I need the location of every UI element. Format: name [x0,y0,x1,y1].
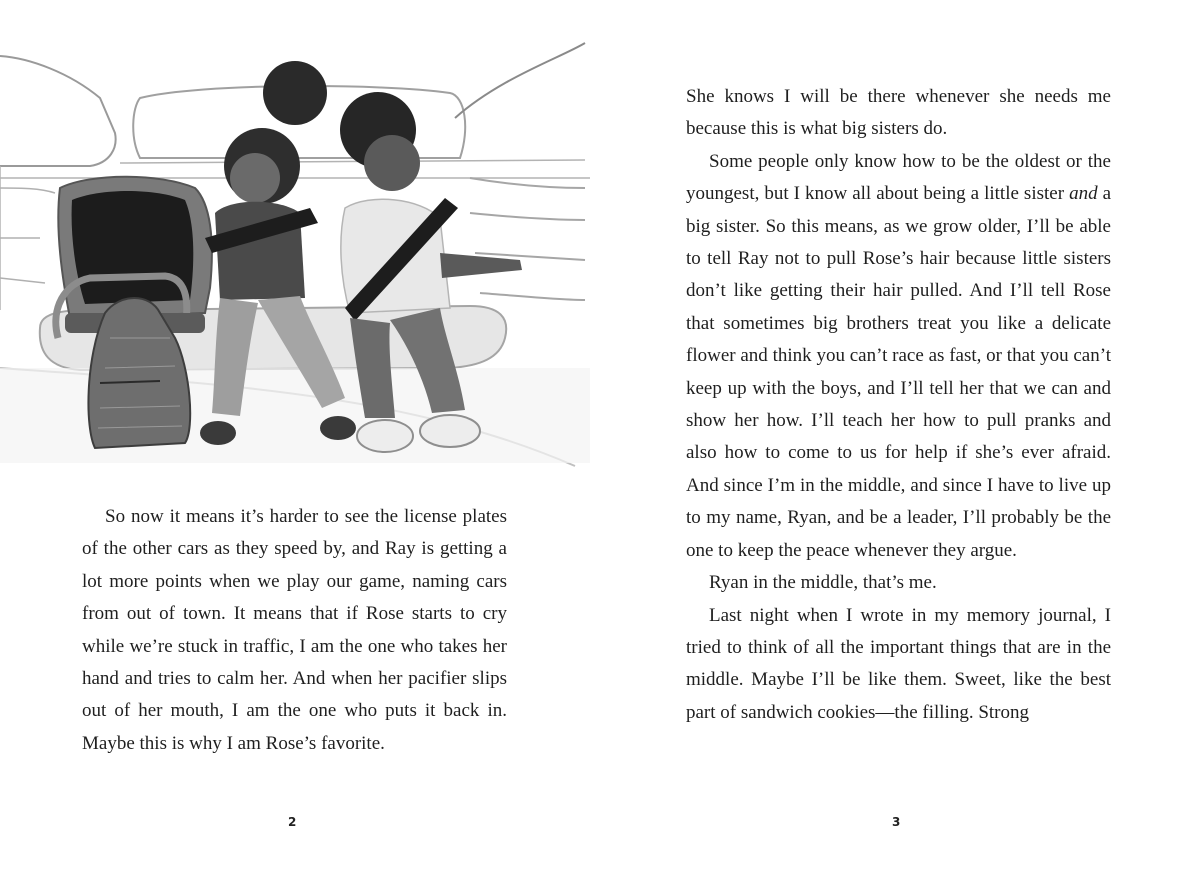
right-paragraph-1: She knows I will be there whenever she needs me because this is what big sisters do. [686,86,1111,140]
car-backseat-illustration [0,38,590,470]
right-page-text [686,81,1111,729]
page-number-right: 3 [892,815,901,829]
emphasized-word: and [1069,183,1098,205]
left-page-text [82,501,507,760]
right-paragraph-3: Ryan in the middle, that’s me. [709,572,937,594]
right-page [600,0,1200,881]
right-paragraph-4: Last night when I wrote in my memory journal, I tried to think of all the important things that are in the middle. Maybe I’ll be like them. Sweet, like the best part of sandwich cookies—the filling. Strong [686,604,1111,723]
paragraph-2-start: Some people only know how to be the oldest or the youngest, but I know all about being a little sister [686,150,1111,205]
page-number-left: 2 [288,815,297,829]
left-paragraph: So now it means it’s harder to see the license plates of the other cars as they speed by, and Ray is getting a lot more points when we play our game, naming cars from out of town. It means that if Rose starts to cry while we’re stuck in traffic, I am the one who takes her hand and tries to calm her. And when her pacifier slips out of her mouth, I am the one who puts it back in. Maybe this is why I am Rose’s favorite. [82,506,507,754]
right-paragraph-2 [686,146,1111,567]
paragraph-2-end: a big sister. So this means, as we grow older, I’ll be able to tell Ray not to pull Rose’s hair because little sisters don’t like getting their hair pulled. And I’ll tell Rose that sometimes big brothers treat you like a delicate flower and think you can’t race as fast, or that you can’t keep up with the boys, and I’ll tell her that we can and show her how. I’ll teach her how to pull pranks and also how to come to us for help if she’s ever afraid. And since I’m in the middle, and since I have to live up to my name, Ryan, and be a leader, I’ll probably be the one to keep the peace whenever they argue. [686,183,1112,561]
